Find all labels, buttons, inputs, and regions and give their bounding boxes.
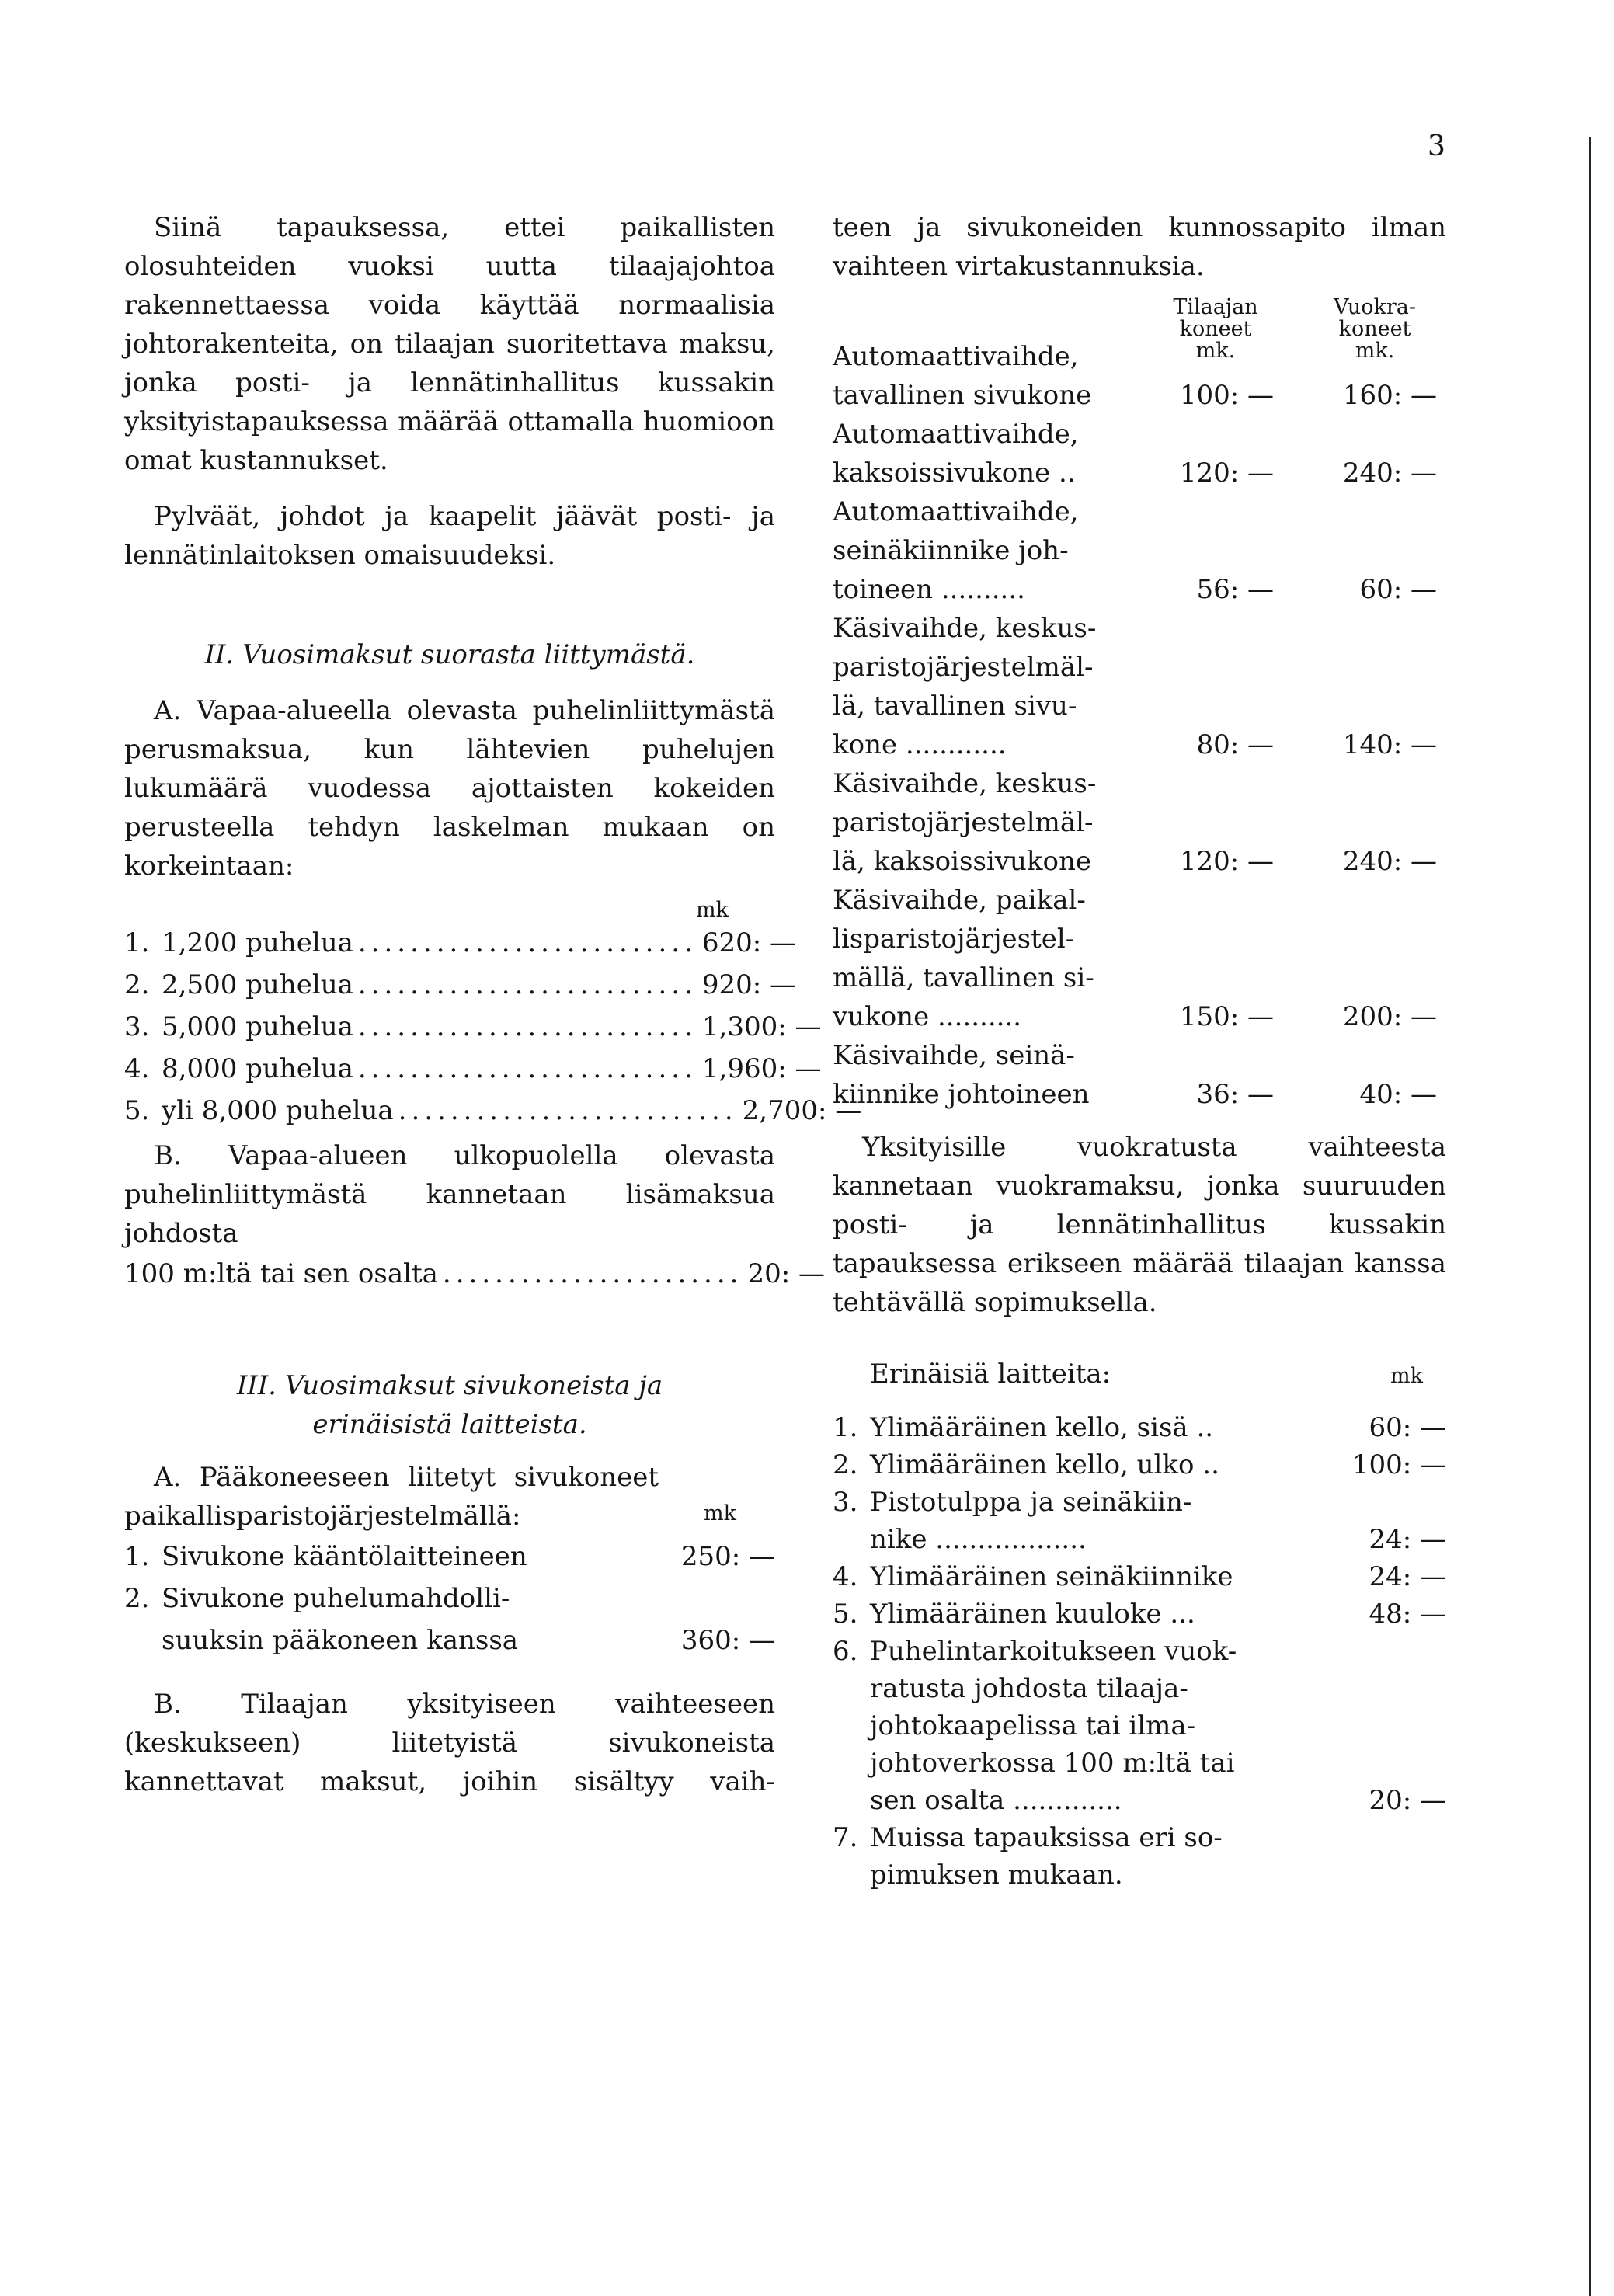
paragraph-olosuhteet: Siinä tapauksessa, ettei paikallisten olosuhteiden vuoksi uutta tilaajajohtoa rakennettaessa voida käyttää normaalisia johtorakenteita, on tilaajan suoritettava maksu, jonka posti- ja lennätinhallitus kussakin yksityistapauksessa määrää ottamalla huomioon omat kustannukset.: [124, 212, 775, 476]
erinaisia-item-line: [833, 1595, 1446, 1633]
b-fee-row: [124, 1253, 826, 1295]
erinaisia-item-line: [833, 1558, 1446, 1595]
tilaajan-koneet-value: 100: —: [1179, 380, 1274, 411]
item-desc: yli 8,000 puhelua: [162, 1095, 394, 1126]
vuokrakoneet-value: 60: —: [1359, 574, 1437, 605]
item-value: 48: —: [1369, 1599, 1446, 1630]
item-desc: nike ..................: [870, 1524, 1087, 1555]
item-desc: pimuksen mukaan.: [870, 1859, 1123, 1891]
item-desc: 5,000 puhelua: [162, 1011, 353, 1042]
vuokrakoneet-value: 200: —: [1342, 1001, 1437, 1032]
vaihde-desc: paristojärjestelmäl-: [833, 807, 1094, 838]
vaihde-row-line: [833, 609, 1446, 648]
paragraph-pylvaat: Pylväät, johdot ja kaapelit jäävät posti- ja lennätinlaitoksen omaisuudeksi.: [124, 501, 775, 571]
vaihde-desc: paristojärjestelmäl-: [833, 652, 1094, 683]
item-value: 2,700: —: [742, 1095, 862, 1126]
vaihde-row-line: [833, 454, 1446, 492]
erinaisia-heading: Erinäisiä laitteita:: [870, 1358, 1111, 1390]
paragraph-b-lisamaksu: B. Vapaa-alueen ulkopuolella olevasta puhelinliittymästä kannetaan lisämaksua johdosta: [124, 1140, 775, 1249]
vaihde-row-line: [833, 725, 1446, 764]
header-line: koneet: [1338, 317, 1411, 341]
vaihde-row-line: [833, 648, 1446, 687]
item-number: 6.: [833, 1636, 858, 1667]
column-label-mk-2: mk: [704, 1501, 736, 1525]
item-number: 2.: [124, 969, 150, 1000]
item-value: 20: —: [1369, 1785, 1446, 1816]
vaihde-row-line: [833, 1075, 1446, 1114]
vaihde-desc: Käsivaihde, keskus-: [833, 768, 1097, 799]
item-number: 4.: [833, 1561, 858, 1592]
vaihde-desc: seinäkiinnike joh-: [833, 535, 1069, 566]
vaihde-desc: lä, kaksoissivukone: [833, 846, 1091, 877]
item-number: 5.: [833, 1599, 858, 1630]
vaihde-desc: Automaattivaihde,: [833, 496, 1079, 527]
item-desc: Ylimääräinen kello, sisä ..: [870, 1412, 1214, 1443]
fee-row: [124, 964, 797, 1006]
tilaajan-koneet-value: 80: —: [1196, 729, 1274, 760]
paragraph-continuation: teen ja sivukoneiden kunnossapito ilman vaihteen virtakustannuksia.: [833, 212, 1446, 282]
fee-row: [124, 1090, 862, 1132]
vuokrakoneet-value: 240: —: [1342, 846, 1437, 877]
vaihde-desc: mällä, tavallinen si-: [833, 962, 1094, 993]
column-label-mk: mk: [696, 898, 729, 922]
leader-dots: .......................: [442, 1258, 743, 1289]
tilaajan-koneet-value: 36: —: [1196, 1079, 1274, 1110]
erinaisia-item-line: [833, 1446, 1446, 1484]
margin-rule: [1589, 137, 1591, 2296]
vaihde-desc: tavallinen sivukone: [833, 380, 1092, 411]
item-desc: 2,500 puhelua: [162, 969, 353, 1000]
fee-row: [124, 1006, 822, 1048]
item-desc: 1,200 puhelua: [162, 927, 353, 958]
item-desc: Ylimääräinen kuuloke ...: [870, 1599, 1195, 1630]
vaihde-row-line: [833, 881, 1446, 920]
vaihde-desc: Käsivaihde, seinä-: [833, 1040, 1075, 1071]
leader-dots: ..........................: [357, 927, 697, 958]
leader-dots: ..........................: [357, 1053, 697, 1084]
leader-dots: ..........................: [357, 1011, 697, 1042]
header-line: Tilaajan: [1173, 295, 1258, 319]
erinaisia-item-line: [833, 1819, 1446, 1856]
vaihde-row-line: [833, 803, 1446, 842]
item-number: 3.: [124, 1011, 150, 1042]
item-desc: Ylimääräinen kello, ulko ..: [870, 1449, 1219, 1480]
header-line: koneet: [1179, 317, 1252, 341]
vaihde-desc: kone ............: [833, 729, 1007, 760]
item-desc: 8,000 puhelua: [162, 1053, 353, 1084]
left-column: [124, 208, 862, 1801]
column-label-mk-3: mk: [1390, 1364, 1423, 1388]
erinaisia-item-line: [833, 1409, 1446, 1446]
item-value: 920: —: [701, 969, 797, 1000]
paragraph-a-paakone: A. Pääkoneeseen liitetyt sivukoneet paikallisparistojärjestelmällä:: [124, 1462, 659, 1532]
item-desc: Sivukone puhelumahdolli-: [162, 1583, 510, 1614]
item-number: 4.: [124, 1053, 150, 1084]
item-number: 2.: [124, 1583, 150, 1614]
vaihde-row-line: [833, 376, 1446, 415]
sivukone-row-2b: [124, 1619, 775, 1661]
erinaisia-item-line: [833, 1633, 1446, 1670]
right-column: [833, 208, 1446, 1894]
header-line: mk.: [1195, 339, 1236, 363]
item-value: 100: —: [1351, 1449, 1446, 1480]
erinaisia-item-line: [833, 1521, 1446, 1558]
b-fee-value: 20: —: [747, 1258, 826, 1289]
erinaisia-list: [833, 1409, 1446, 1894]
item-value: 1,960: —: [701, 1053, 822, 1084]
vaihde-row-line: [833, 842, 1446, 881]
erinaisia-item-line: [833, 1856, 1446, 1894]
item-desc: Puhelintarkoitukseen vuok-: [870, 1636, 1237, 1667]
item-number: 1.: [124, 1541, 150, 1572]
item-desc: johtoverkossa 100 m:ltä tai: [870, 1748, 1235, 1779]
item-desc: Pistotulppa ja seinäkiin-: [870, 1487, 1192, 1518]
a-fee-list: [124, 922, 862, 1132]
item-desc: johtokaapelissa tai ilma-: [870, 1710, 1196, 1741]
vaihde-row-line: [833, 997, 1446, 1036]
vuokrakoneet-value: 140: —: [1342, 729, 1437, 760]
vaihde-row-line: [833, 337, 1446, 376]
item-value: 24: —: [1369, 1561, 1446, 1592]
header-line: mk.: [1355, 339, 1395, 363]
item-number: 7.: [833, 1822, 858, 1853]
erinaisia-item-line: [833, 1670, 1446, 1707]
item-number: 5.: [124, 1095, 150, 1126]
vaihde-desc: vukone ..........: [833, 1001, 1022, 1032]
vaihde-row-line: [833, 920, 1446, 958]
vaihde-row-line: [833, 415, 1446, 454]
section-heading-iii-line1: III. Vuosimaksut sivukoneista ja: [236, 1370, 663, 1401]
item-value: 250: —: [680, 1541, 775, 1572]
section-heading-iii-line2: erinäisistä laitteista.: [312, 1409, 587, 1440]
item-desc: Ylimääräinen seinäkiinnike: [870, 1561, 1233, 1592]
vaihde-desc: lä, tavallinen sivu-: [833, 691, 1077, 722]
erinaisia-item-line: [833, 1745, 1446, 1782]
paragraph-a-vapaa-alue: A. Vapaa-alueella olevasta puhelinliittymästä perusmaksua, kun lähtevien puhelujen lukumäärä vuodessa ajottaisten kokeiden perusteella tehdyn laskelman mukaan on korkeintaan:: [124, 695, 775, 882]
vaihde-desc: lisparistojärjestel-: [833, 924, 1075, 955]
erinaisia-item-line: [833, 1707, 1446, 1745]
item-value: 1,300: —: [701, 1011, 822, 1042]
page-number: 3: [1428, 130, 1445, 162]
item-desc: ratusta johdosta tilaaja-: [870, 1673, 1188, 1704]
erinaisia-item-line: [833, 1484, 1446, 1521]
vaihde-row-line: [833, 764, 1446, 803]
fee-row: [124, 1048, 822, 1090]
paragraph-yksityisille: Yksityisille vuokratusta vaihteesta kannetaan vuokramaksu, jonka suuruuden posti- ja lennätinhallitus kussakin tapauksessa erikseen määrää tilaajan kanssa tehtävällä sopimuksella.: [833, 1132, 1446, 1318]
item-number: 2.: [833, 1449, 858, 1480]
fee-row: [124, 922, 797, 964]
vaihde-row-line: [833, 531, 1446, 570]
item-number: 1.: [833, 1412, 858, 1443]
vaihde-desc: kaksoissivukone ..: [833, 457, 1076, 489]
b-fee-desc: 100 m:ltä tai sen osalta: [124, 1258, 438, 1289]
item-desc: Sivukone kääntölaitteineen: [162, 1541, 527, 1572]
vaihde-row-line: [833, 570, 1446, 609]
vaihde-row-line: [833, 958, 1446, 997]
leader-dots: ..........................: [357, 969, 697, 1000]
tilaajan-koneet-value: 120: —: [1179, 846, 1274, 877]
tilaajan-koneet-value: 150: —: [1179, 1001, 1274, 1032]
section-heading-iii: [124, 1366, 775, 1444]
vuokrakoneet-value: 40: —: [1359, 1079, 1437, 1110]
paragraph-b-tilaajan: B. Tilaajan yksityiseen vaihteeseen (keskukseen) liitetyistä sivukoneista kannettavat maksut, joihin sisältyy vaih-: [124, 1689, 775, 1797]
item-number: 1.: [124, 927, 150, 958]
header-line: Vuokra-: [1334, 295, 1416, 319]
vaihde-row-line: [833, 687, 1446, 725]
leader-dots: ..........................: [398, 1095, 738, 1126]
vaihde-desc: kiinnike johtoineen: [833, 1079, 1090, 1110]
vaihde-desc: Automaattivaihde,: [833, 419, 1079, 450]
vaihde-row-line: [833, 1036, 1446, 1075]
erinaisia-heading-row: [833, 1353, 1446, 1395]
item-value: 620: —: [701, 927, 797, 958]
section-heading-ii: II. Vuosimaksut suorasta liittymästä.: [204, 639, 695, 670]
item-desc: suuksin pääkoneen kanssa: [162, 1625, 519, 1656]
tilaajan-koneet-value: 56: —: [1196, 574, 1274, 605]
tilaajan-koneet-value: 120: —: [1179, 457, 1274, 489]
item-desc: Muissa tapauksissa eri so-: [870, 1822, 1223, 1853]
sivukone-row-1: [124, 1536, 775, 1578]
vuokrakoneet-value: 240: —: [1342, 457, 1437, 489]
item-number: 3.: [833, 1487, 858, 1518]
vaihde-desc: Käsivaihde, keskus-: [833, 613, 1097, 644]
item-value: 24: —: [1369, 1524, 1446, 1555]
item-value: 60: —: [1369, 1412, 1446, 1443]
item-value: 360: —: [680, 1625, 775, 1656]
vaihde-desc: toineen ..........: [833, 574, 1025, 605]
erinaisia-item-line: [833, 1782, 1446, 1819]
vuokrakoneet-value: 160: —: [1342, 380, 1437, 411]
vaihde-row-line: [833, 492, 1446, 531]
item-desc: sen osalta .............: [870, 1785, 1122, 1816]
vaihde-desc: Automaattivaihde,: [833, 341, 1079, 372]
vaihde-fee-table: [833, 337, 1446, 1114]
sivukone-row-2a: [124, 1578, 775, 1619]
vaihde-desc: Käsivaihde, paikal-: [833, 885, 1086, 916]
